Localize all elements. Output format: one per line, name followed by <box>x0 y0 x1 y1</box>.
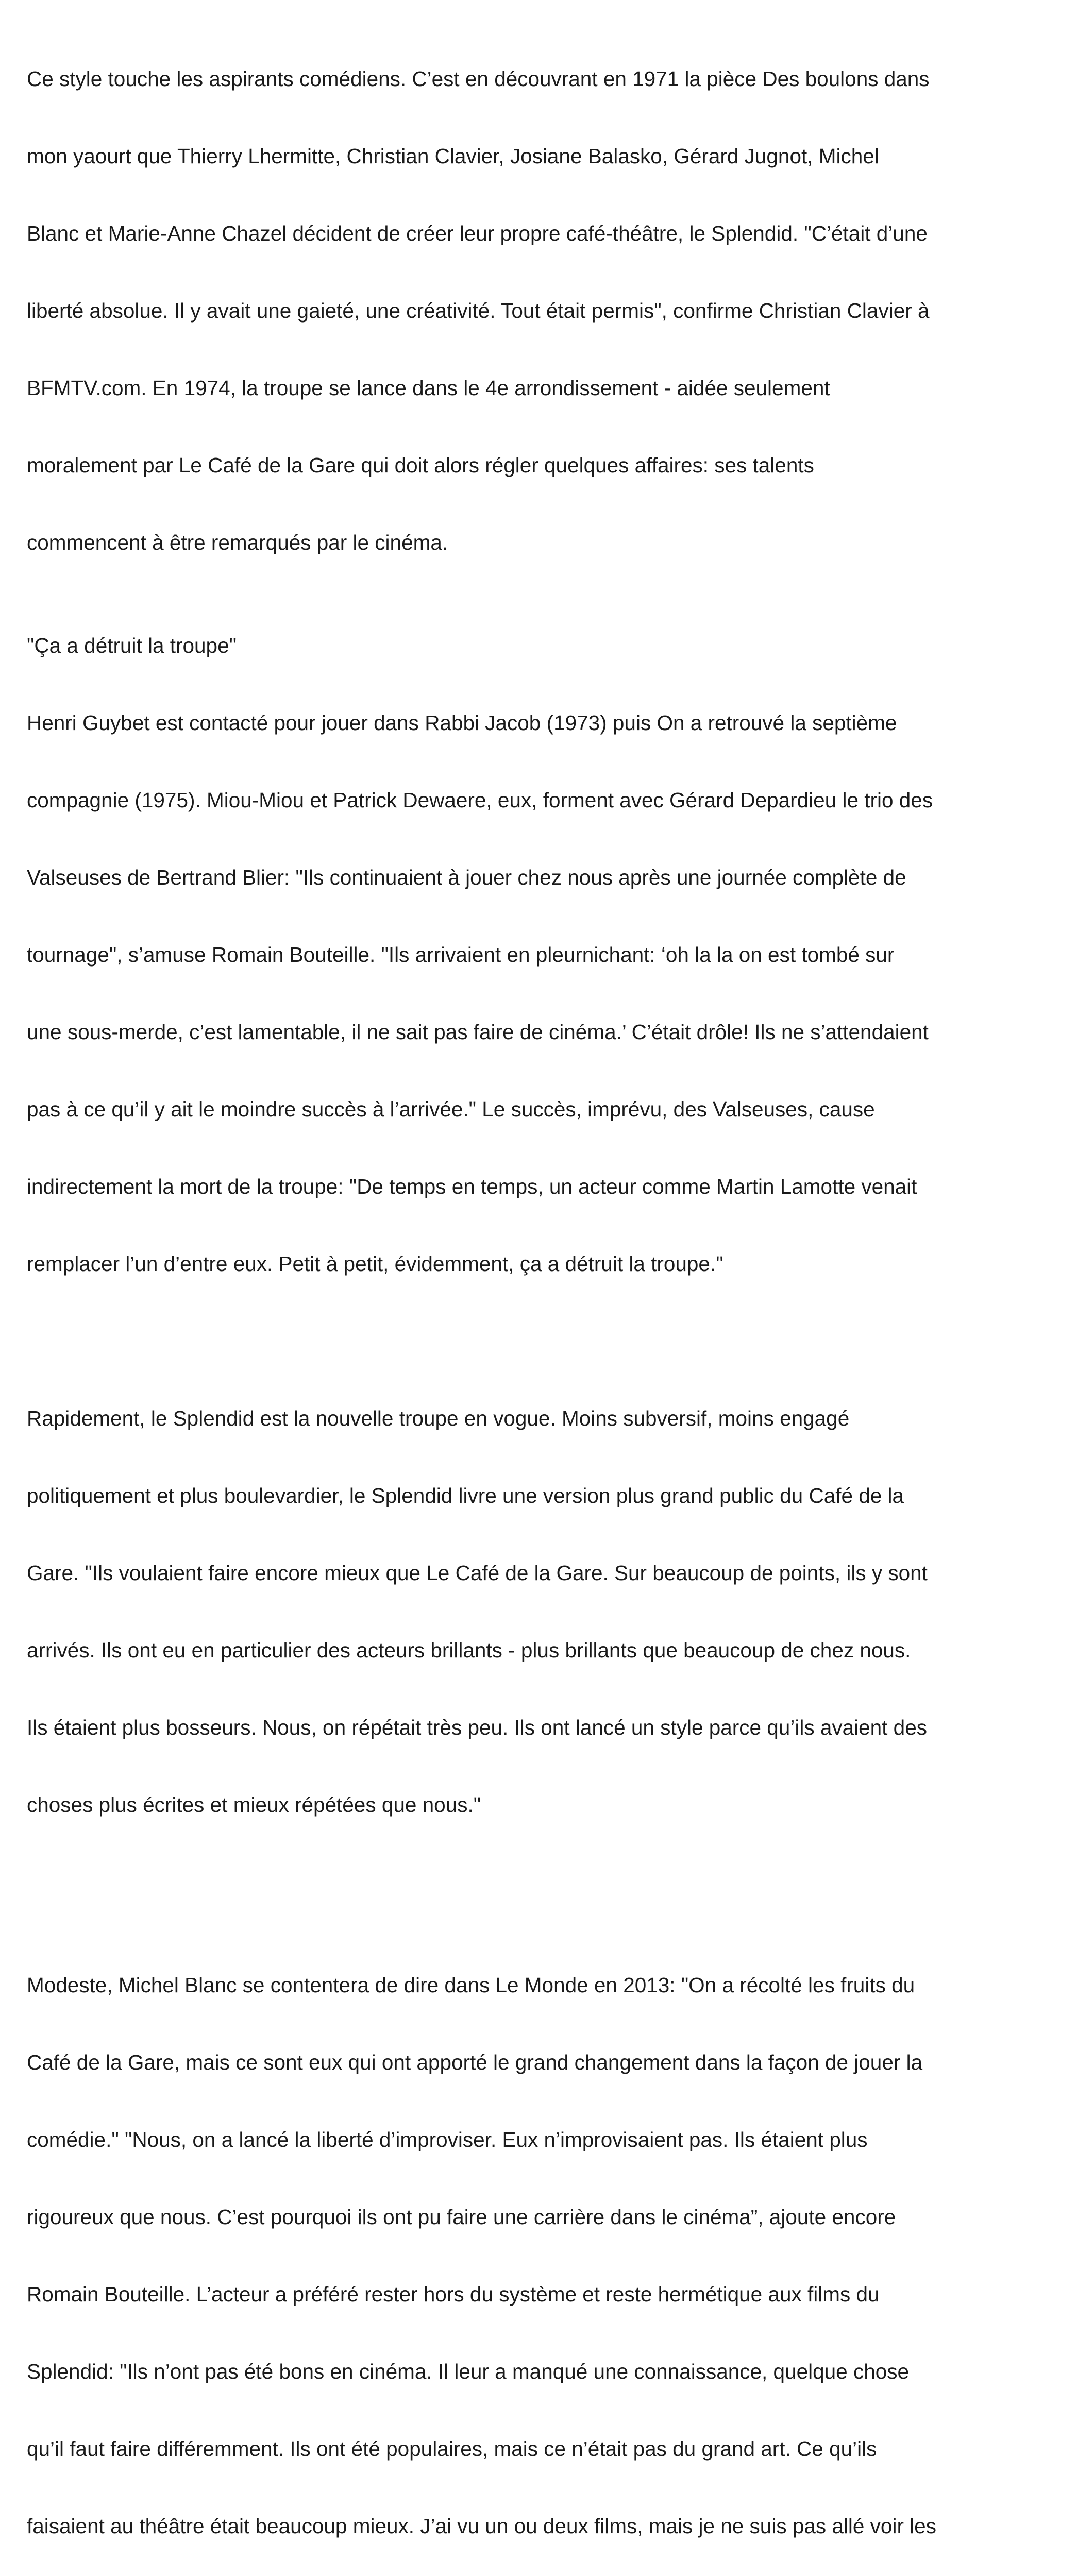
text-line: Ce style touche les aspirants comédiens. C’est en découvrant en 1971 la pièce Des boulons dans <box>27 67 930 91</box>
text-line: faisaient au théâtre était beaucoup mieux. J’ai vu un ou deux films, mais je ne suis pas allé voir les <box>27 2514 936 2538</box>
text-line: Splendid: "Ils n’ont pas été bons en cinéma. Il leur a manqué une connaissance, quelque chose <box>27 2360 910 2383</box>
paragraph-gap <box>27 1869 1057 1921</box>
text-line: une sous-merde, c’est lamentable, il ne sait pas faire de cinéma.’ C’était drôle! Ils ne s’attendaient <box>27 1020 929 1044</box>
text-line: BFMTV.com. En 1974, la troupe se lance dans le 4e arrondissement - aidée seulement <box>27 376 830 400</box>
text-line: liberté absolue. Il y avait une gaieté, une créativité. Tout était permis", confirme Christian Clavier à <box>27 299 930 323</box>
text-line: tournage", s’amuse Romain Bouteille. "Ils arrivaient en pleurnichant: ‘oh la la on est tombé sur <box>27 943 895 967</box>
text-line: Gare. "Ils voulaient faire encore mieux que Le Café de la Gare. Sur beaucoup de points, ils y sont <box>27 1561 928 1585</box>
text-line: politiquement et plus boulevardier, le Splendid livre une version plus grand public du Café de la <box>27 1484 904 1507</box>
text-line: pas à ce qu’il y ait le moindre succès à l’arrivée." Le succès, imprévu, des Valseuses, cause <box>27 1097 875 1121</box>
text-line: Modeste, Michel Blanc se contentera de dire dans Le Monde en 2013: "On a récolté les fruits du <box>27 1973 915 1997</box>
paragraph-splendid-vogue <box>27 1354 1057 1869</box>
paragraph-michel-blanc <box>27 1921 1057 2576</box>
section-subheading: "Ça a détruit la troupe" <box>27 634 237 657</box>
text-line: mon yaourt que Thierry Lhermitte, Christian Clavier, Josiane Balasko, Gérard Jugnot, Michel <box>27 144 879 168</box>
text-line: rigoureux que nous. C’est pourquoi ils ont pu faire une carrière dans le cinéma”, ajoute encore <box>27 2205 896 2229</box>
paragraph-gap <box>27 607 1057 633</box>
text-line: Café de la Gare, mais ce sont eux qui ont apporté le grand changement dans la façon de jouer la <box>27 2050 923 2074</box>
text-line: Rapidement, le Splendid est la nouvelle troupe en vogue. Moins subversif, moins engagé <box>27 1406 850 1430</box>
text-line: Romain Bouteille. L’acteur a préféré rester hors du système et reste hermétique aux films du <box>27 2282 880 2306</box>
text-line: comédie." "Nous, on a lancé la liberté d’improviser. Eux n’improvisaient pas. Ils étaient plus <box>27 2128 868 2151</box>
text-line: remplacer l’un d’entre eux. Petit à petit, évidemment, ça a détruit la troupe." <box>27 1252 723 1276</box>
text-line: moralement par Le Café de la Gare qui doit alors régler quelques affaires: ses talents <box>27 453 814 477</box>
text-line: qu’il faut faire différemment. Ils ont été populaires, mais ce n’était pas du grand art. Ce qu’ils <box>27 2437 877 2461</box>
text-line: commencent à être remarqués par le cinéma. <box>27 531 448 554</box>
text-line: compagnie (1975). Miou-Miou et Patrick Dewaere, eux, forment avec Gérard Depardieu le trio des <box>27 788 933 812</box>
text-line: choses plus écrites et mieux répétées que nous." <box>27 1793 481 1817</box>
text-line: Ils étaient plus bosseurs. Nous, on répétait très peu. Ils ont lancé un style parce qu’ils avaient des <box>27 1716 927 1739</box>
paragraph-splendid-origins <box>27 14 1057 607</box>
text-line: arrivés. Ils ont eu en particulier des acteurs brillants - plus brillants que beaucoup de chez nous. <box>27 1638 911 1662</box>
text-line: indirectement la mort de la troupe: "De temps en temps, un acteur comme Martin Lamotte venait <box>27 1175 917 1198</box>
text-line: Henri Guybet est contacté pour jouer dans Rabbi Jacob (1973) puis On a retrouvé la septième <box>27 711 897 735</box>
paragraph-valseuses <box>27 658 1057 1328</box>
article-body <box>27 14 1057 2576</box>
text-line: Blanc et Marie-Anne Chazel décident de créer leur propre café-théâtre, le Splendid. "C’était d’une <box>27 222 928 245</box>
paragraph-gap <box>27 1328 1057 1354</box>
text-line: Valseuses de Bertrand Blier: "Ils continuaient à jouer chez nous après une journée complète de <box>27 866 906 889</box>
